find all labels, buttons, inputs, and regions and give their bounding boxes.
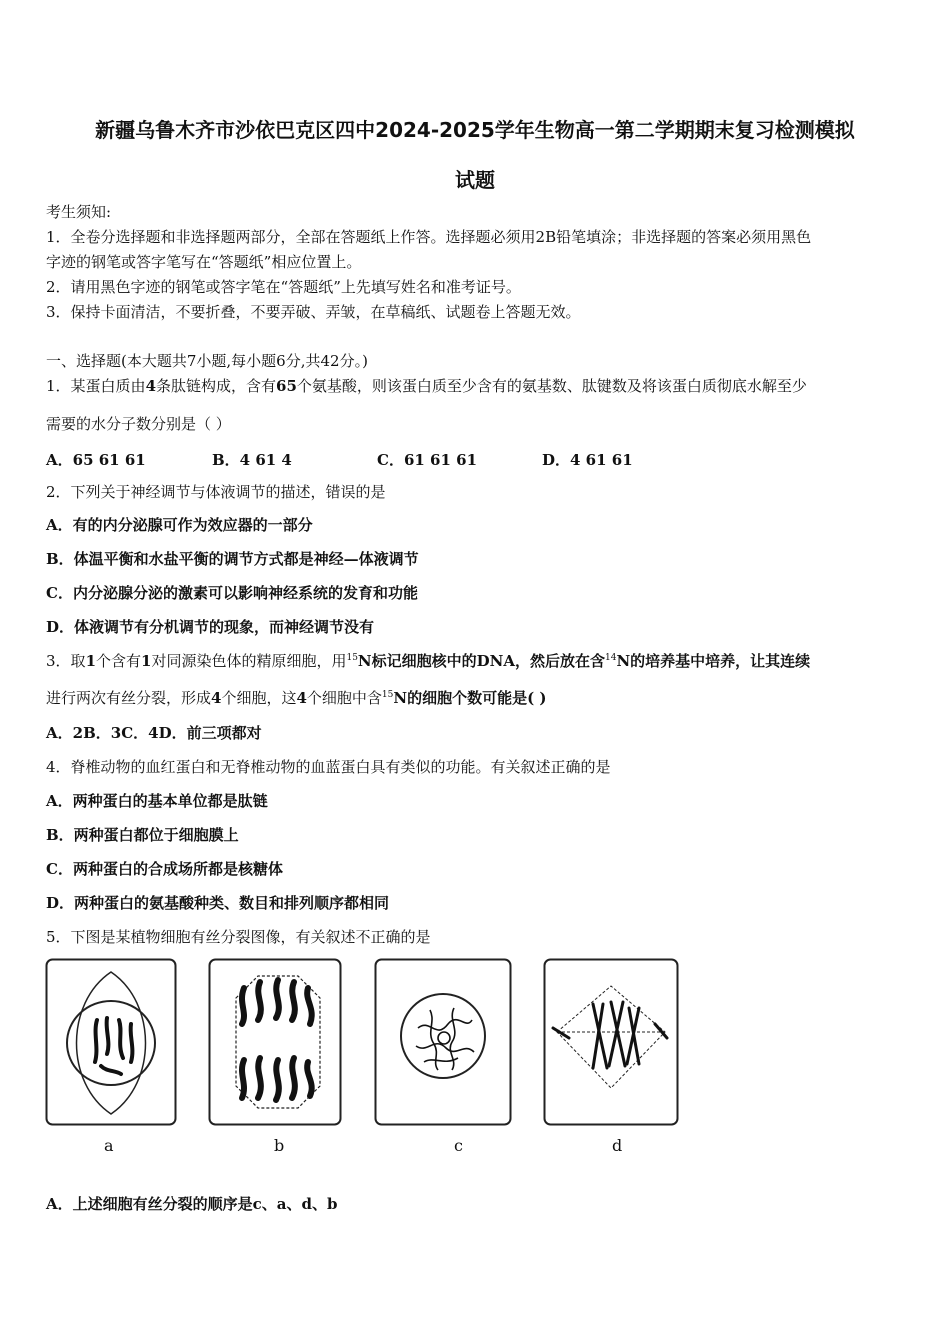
question-2: 2．下列关于神经调节与体液调节的描述，错误的是 xyxy=(46,483,386,501)
notice-item: 3．保持卡面清洁，不要折叠，不要弄破、弄皱，在草稿纸、试题卷上答题无效。 xyxy=(46,303,581,321)
q4-option-c: C．两种蛋白的合成场所都是核糖体 xyxy=(46,860,283,878)
q1-option-a: A．65 61 61 xyxy=(46,451,146,469)
q4-option-d: D．两种蛋白的氨基酸种类、数目和排列顺序都相同 xyxy=(46,894,390,912)
question-5: 5．下图是某植物细胞有丝分裂图像，有关叙述不正确的是 xyxy=(46,928,431,946)
cell-figure-a xyxy=(45,958,177,1126)
notice-item: 1．全卷分选择题和非选择题两部分，全部在答题纸上作答。选择题必须用2B铅笔填涂；非选择题的答案必须用黑色 xyxy=(46,228,812,246)
figure-label-c: c xyxy=(454,1136,463,1155)
q5-option-a: A．上述细胞有丝分裂的顺序是c、a、d、b xyxy=(46,1195,338,1213)
exam-title-line2: 试题 xyxy=(455,168,495,192)
cell-figure-c xyxy=(374,958,512,1126)
q1-option-d: D．4 61 61 xyxy=(542,451,633,469)
question-number: 2． xyxy=(46,483,71,501)
exam-title: 新疆乌鲁木齐市沙依巴克区四中2024-2025学年生物高一第二学期期末复习检测模拟 xyxy=(95,118,855,142)
question-3: 3．取1个含有1对同源染色体的精原细胞，用$^{15}$N标记细胞核中的DNA，然后放在含$^{14}$N的培养基中培养，让其连续 xyxy=(46,652,811,670)
q2-option-a: A．有的内分泌腺可作为效应器的一部分 xyxy=(46,516,313,534)
question-4: 4．脊椎动物的血红蛋白和无脊椎动物的血蓝蛋白具有类似的功能。有关叙述正确的是 xyxy=(46,758,611,776)
question-number: 4． xyxy=(46,758,71,776)
cell-figure-d xyxy=(543,958,679,1126)
q1-option-b: B．4 61 4 xyxy=(212,451,292,469)
question-number: 1． xyxy=(46,377,71,395)
cell-figure-b xyxy=(208,958,342,1126)
notice-item: 字迹的钢笔或答字笔写在“答题纸”相应位置上。 xyxy=(46,253,362,271)
q3-options: A．2B．3C．4D．前三项都对 xyxy=(46,724,262,742)
figure-label-b: b xyxy=(274,1136,285,1155)
section-heading: 一、选择题(本大题共7小题,每小题6分,共42分。) xyxy=(46,352,368,370)
question-number: 3． xyxy=(46,652,71,670)
question-3-line2: 进行两次有丝分裂，形成4个细胞，这4个细胞中含$^{15}$N的细胞个数可能是( ) xyxy=(46,689,547,707)
question-1: 1．某蛋白质由4条肽链构成，含有65个氨基酸，则该蛋白质至少含有的氨基数、肽键数及将该蛋白质彻底水解至少 xyxy=(46,377,807,395)
q4-option-a: A．两种蛋白的基本单位都是肽链 xyxy=(46,792,268,810)
q2-option-c: C．内分泌腺分泌的激素可以影响神经系统的发育和功能 xyxy=(46,584,418,602)
notice-heading: 考生须知: xyxy=(46,203,112,221)
notice-item: 2．请用黑色字迹的钢笔或答字笔在“答题纸”上先填写姓名和准考证号。 xyxy=(46,278,521,296)
figure-label-a: a xyxy=(104,1136,114,1155)
q2-option-b: B．体温平衡和水盐平衡的调节方式都是神经—体液调节 xyxy=(46,550,419,568)
q1-option-c: C．61 61 61 xyxy=(377,451,478,469)
question-number: 5． xyxy=(46,928,71,946)
q4-option-b: B．两种蛋白都位于细胞膜上 xyxy=(46,826,239,844)
q2-option-d: D．体液调节有分机调节的现象，而神经调节没有 xyxy=(46,618,375,636)
question-1-line2: 需要的水分子数分别是（ ） xyxy=(46,415,231,433)
figure-label-d: d xyxy=(612,1136,623,1155)
